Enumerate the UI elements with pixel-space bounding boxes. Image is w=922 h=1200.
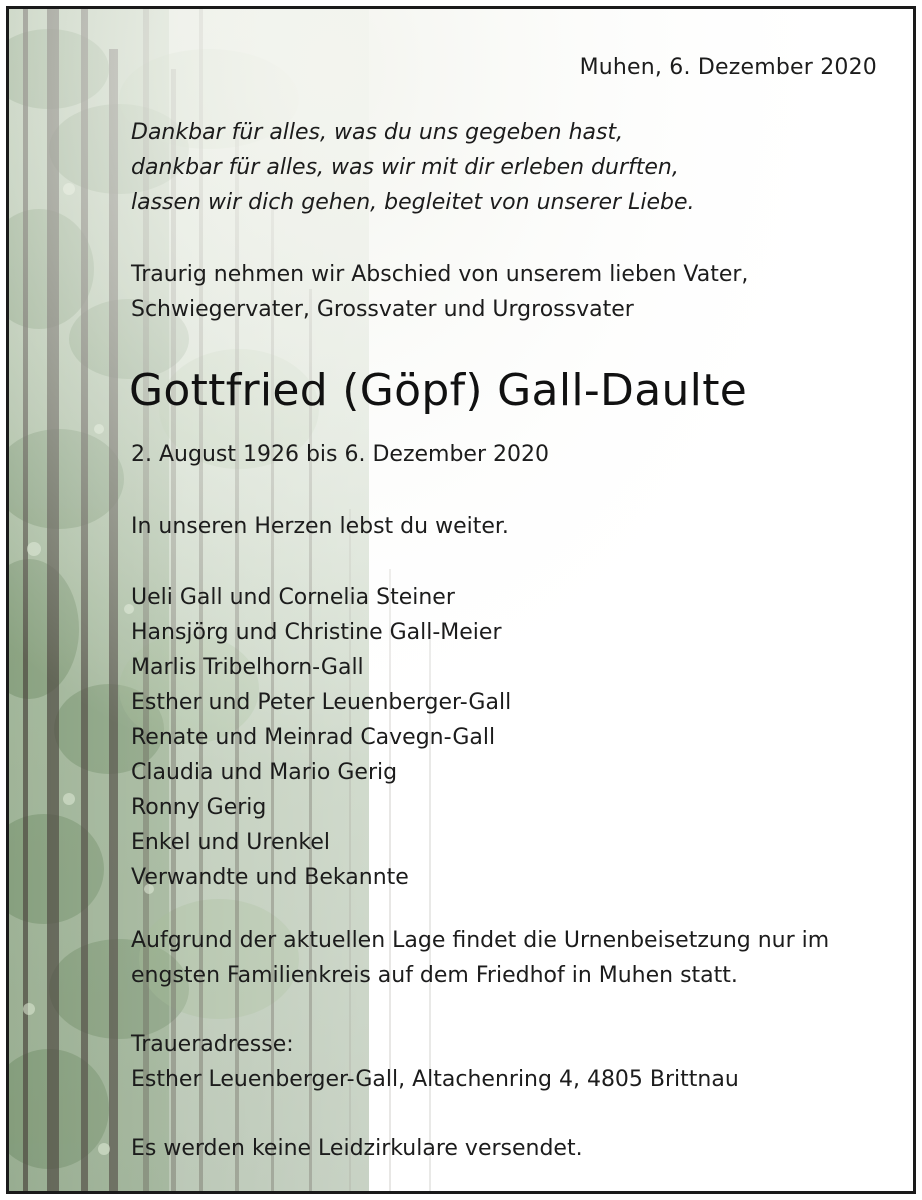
motto-line: dankbar für alles, was wir mit dir erleben durften, xyxy=(131,155,679,180)
notice-line: engsten Familienkreis auf dem Friedhof in Muhen statt. xyxy=(131,963,738,988)
deceased-name: Gottfried (Göpf) Gall-Daulte xyxy=(129,365,748,416)
mourner-item: Renate und Meinrad Cavegn-Gall xyxy=(131,725,496,750)
notice-line: Aufgrund der aktuellen Lage findet die Urnenbeisetzung nur im xyxy=(131,928,830,953)
motto-line: Dankbar für alles, was du uns gegeben hast, xyxy=(131,120,624,145)
closing-note: Es werden keine Leidzirkulare versendet. xyxy=(131,1136,583,1161)
place-date: Muhen, 6. Dezember 2020 xyxy=(579,55,877,80)
mourner-item: Enkel und Urenkel xyxy=(131,830,331,855)
mourner-item: Hansjörg und Christine Gall-Meier xyxy=(131,620,502,645)
motto-line: lassen wir dich gehen, begleitet von unserer Liebe. xyxy=(131,190,695,215)
heart-line: In unseren Herzen lebst du weiter. xyxy=(131,514,509,539)
obituary-frame xyxy=(6,6,916,1194)
intro-line: Schwiegervater, Grossvater und Urgrossvater xyxy=(131,297,634,322)
life-dates: 2. August 1926 bis 6. Dezember 2020 xyxy=(131,442,549,467)
mourner-item: Esther und Peter Leuenberger-Gall xyxy=(131,690,512,715)
mourners-list xyxy=(131,580,511,895)
burial-notice xyxy=(131,923,829,993)
farewell-intro xyxy=(131,257,748,327)
mourner-item: Marlis Tribelhorn-Gall xyxy=(131,655,364,680)
obituary-text xyxy=(9,9,916,1194)
address-value: Esther Leuenberger-Gall, Altachenring 4, 4805 Brittnau xyxy=(131,1067,739,1092)
intro-line: Traurig nehmen wir Abschied von unserem lieben Vater, xyxy=(131,262,749,287)
mourning-address xyxy=(131,1027,739,1097)
mourner-item: Verwandte und Bekannte xyxy=(131,865,409,890)
address-label: Traueradresse: xyxy=(131,1032,294,1057)
mourner-item: Claudia und Mario Gerig xyxy=(131,760,398,785)
mourner-item: Ronny Gerig xyxy=(131,795,267,820)
motto-verse xyxy=(131,115,694,220)
mourner-item: Ueli Gall und Cornelia Steiner xyxy=(131,585,455,610)
